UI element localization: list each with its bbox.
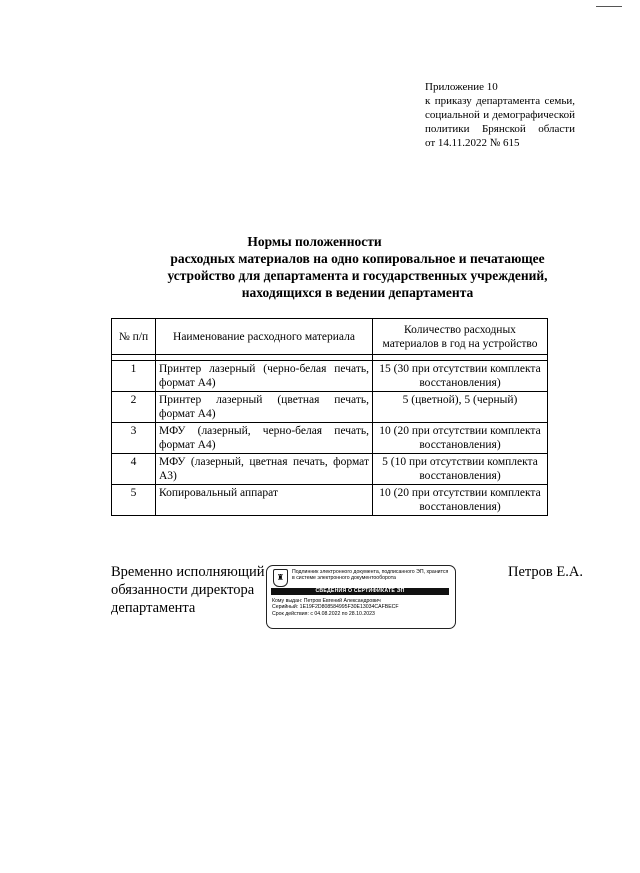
row-name: МФУ (лазерный, черно-белая печать, формат А4)	[156, 423, 373, 454]
appendix-line: к приказу департамента семьи,	[425, 95, 575, 107]
position-line: обязанности директора	[111, 582, 255, 598]
table-header-row	[112, 319, 548, 355]
header-rule	[596, 6, 622, 7]
row-quantity: 5 (10 при отсутствии комплекта восстановления)	[373, 454, 548, 485]
row-number: 1	[112, 361, 156, 392]
appendix-line: политики Брянской области	[425, 123, 575, 135]
e-signature-stamp	[266, 565, 456, 629]
row-quantity: 10 (20 при отсутствии комплекта восстановления)	[373, 423, 548, 454]
title-line: находящихся в ведении департамента	[241, 285, 474, 300]
row-quantity: 15 (30 при отсутствии комплекта восстановления)	[373, 361, 548, 392]
signatory-position	[111, 563, 265, 617]
document-title	[130, 233, 585, 301]
norms-table	[111, 318, 548, 516]
row-number: 2	[112, 392, 156, 423]
row-name: Принтер лазерный (цветная печать, формат А4)	[156, 392, 373, 423]
row-number: 3	[112, 423, 156, 454]
row-quantity: 10 (20 при отсутствии комплекта восстановления)	[373, 485, 548, 516]
coat-of-arms-icon: ♜	[273, 569, 288, 587]
table-row	[112, 454, 548, 485]
row-name: МФУ (лазерный, цветная печать, формат А3)	[156, 454, 373, 485]
position-line: Временно исполняющий	[111, 564, 265, 580]
signatory-name: Петров Е.А.	[508, 564, 583, 580]
header-material-name: Наименование расходного материала	[156, 319, 373, 355]
row-number: 4	[112, 454, 156, 485]
table-row	[112, 423, 548, 454]
appendix-line: социальной и демографической	[425, 109, 575, 121]
table-row	[112, 485, 548, 516]
appendix-line: от 14.11.2022 № 615	[425, 137, 520, 149]
stamp-serial: Серийный: 1E19F2D808584995F30E13034CAFBECF	[272, 604, 399, 611]
stamp-note: Подлинник электронного документа, подписанного ЭП, хранится в системе электронного документооборота	[292, 569, 449, 582]
stamp-owner: Кому выдан: Петров Евгений Александрович	[272, 598, 381, 604]
row-name: Принтер лазерный (черно-белая печать, формат А4)	[156, 361, 373, 392]
position-line: департамента	[111, 600, 196, 616]
row-number: 5	[112, 485, 156, 516]
header-number: № п/п	[112, 319, 156, 355]
title-line: Нормы положенности	[247, 234, 382, 249]
header-quantity: Количество расходных материалов в год на устройство	[373, 319, 548, 355]
appendix-block	[425, 80, 575, 150]
stamp-details	[272, 598, 452, 617]
stamp-validity: Срок действия: с 04.08.2022 по 28.10.2023	[272, 610, 375, 617]
appendix-line: Приложение 10	[425, 81, 498, 93]
row-quantity: 5 (цветной), 5 (черный)	[373, 392, 548, 423]
stamp-header: СВЕДЕНИЯ О СЕРТИФИКАТЕ ЭП	[271, 588, 449, 595]
row-name: Копировальный аппарат	[156, 485, 373, 516]
title-line: расходных материалов на одно копировальное и печатающее	[170, 251, 545, 266]
table-row	[112, 392, 548, 423]
title-line: устройство для департамента и государственных учреждений,	[167, 268, 548, 283]
table-row	[112, 361, 548, 392]
